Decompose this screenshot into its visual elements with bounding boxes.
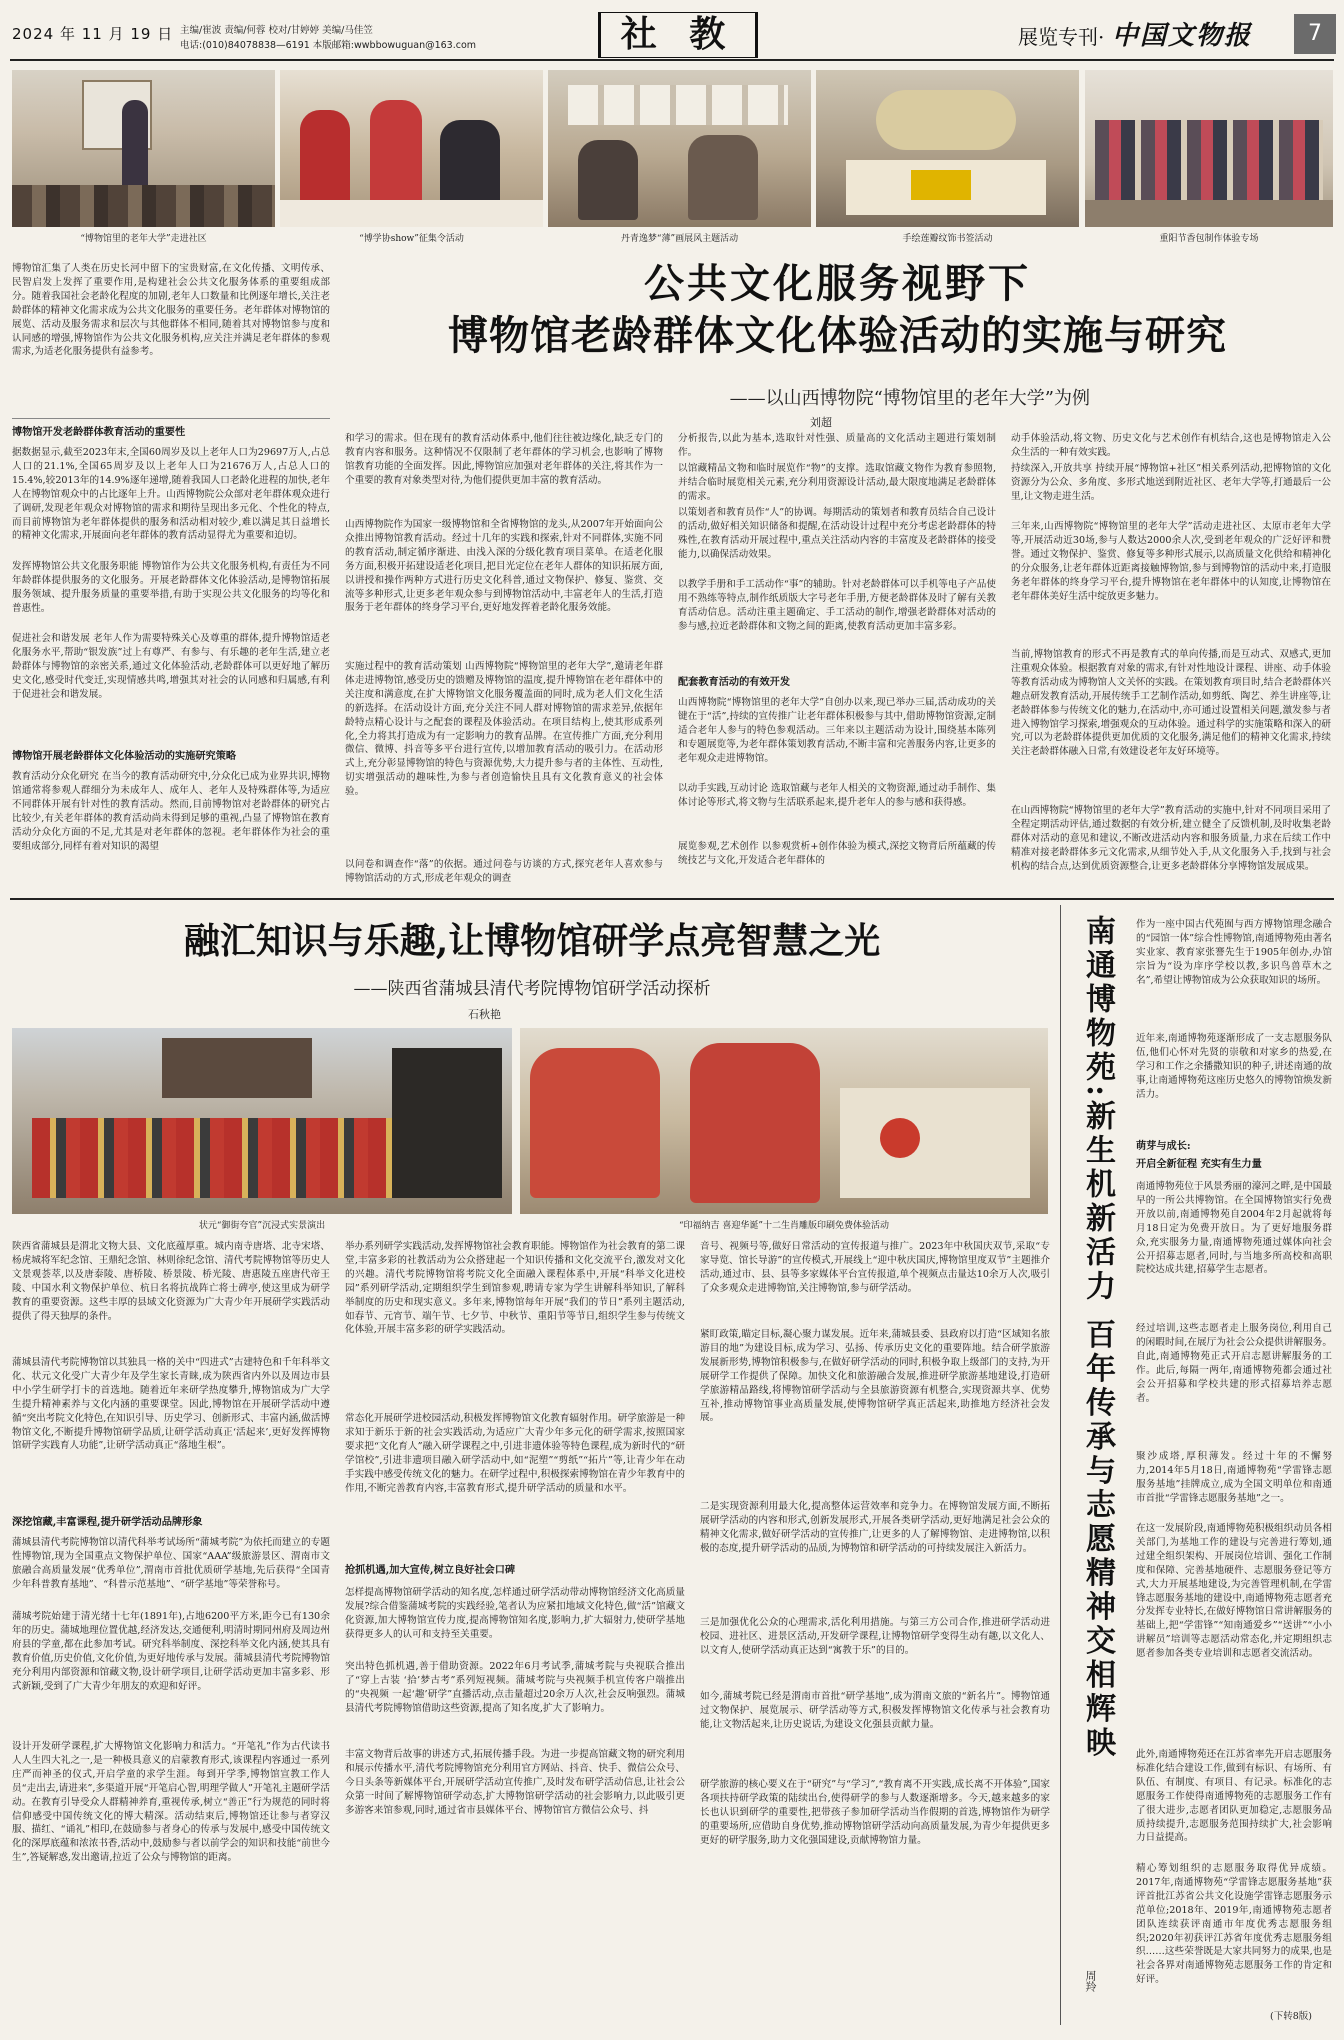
special-label: 展览专刊· <box>1018 25 1105 49</box>
article1-lead-divider <box>12 418 330 419</box>
article1-heading-1: 博物馆开发老龄群体教育活动的重要性 <box>12 426 186 438</box>
photo-caption-3: 丹青逸梦“薄”画展风主题活动 <box>620 234 739 244</box>
article3-para5: 聚沙成塔,厚积薄发。经过十年的不懈努力,2014年5月18日,南通博物苑“学雷锋志愿服务基地”挂牌成立,成为全国文明单位和南通市首批“学雷锋志愿服务基地”之一。 <box>1136 1451 1332 1504</box>
article1-title-line1: 公共文化服务视野下 <box>644 260 1031 307</box>
article3-author: 周羚 <box>1084 1970 1097 1992</box>
photo-painting-event <box>548 70 811 227</box>
article1-author: 刘超 <box>810 416 832 429</box>
article1-lead: 博物馆汇集了人类在历史长河中留下的宝贵财富,在文化传播、文明传承、民智启发上发挥了重要作用,是构建社会公共文化服务体系的重要组成部分。随着我国社会老龄化程度的加剧,老年人口数量和比例逐年增长,关注老龄群体的精神文化需求成为公共文化服务的重要任务。老年群体对博物馆的展览、活动及服务需求和层次与其他群体不相同,随着其对博物馆参与度和认同感的增强,博物馆作为公共文化服务机构,应关注并满足老年群体的参观需求,为适老化服务提供有益参考。 <box>12 263 330 358</box>
article2-heading-2: 抢抓机遇,加大宣传,树立良好社会口碑 <box>345 1564 516 1576</box>
article2-col2-para4: 突出特色抓机遇,善于借助资源。2022年6月考试季,蒲城考院与央视联合推出了“穿上古装 ‘拾’梦古考”系列短视频。蒲城考院与央视频手机宣传客户端推出的“央视频 一起‘趣’研学”直播活动,点击量超过20余万人次,社会反响强烈。蒲城县清代考院博物馆借助这些资源,提高了知名度,扩大了影响力。 <box>345 1661 685 1714</box>
article2-photo-caption-1: 状元“御街夸官”沉浸式实景演出 <box>198 1221 326 1231</box>
article1-heading-2: 博物馆开展老龄群体文化体验活动的实施研究策略 <box>12 750 237 762</box>
photo-caption-5: 重阳节香包制作体验专场 <box>1159 234 1259 244</box>
article3-para7: 此外,南通博物苑还在江苏省率先开启志愿服务标准化结合建设工作,做到有标识、有场所、有队伍、有制度、有项目、有记录。标准化的志愿服务工作使得南通博物苑的志愿服务工作有了很大进步,志愿者团队更加稳定,志愿服务品质持续提升,志愿服务范围持续扩大,社会影响力日益提高。 <box>1136 1749 1332 1844</box>
article1-title-line2: 博物馆老龄群体文化体验活动的实施与研究 <box>448 312 1227 359</box>
photo-sachet-event <box>1085 70 1333 227</box>
photo-caption-1: “博物馆里的老年大学”走进社区 <box>80 234 207 244</box>
article1-col1-para1: 据数据显示,截至2023年末,全国60周岁及以上老年人口为29697万人,占总人口的21.1%,全国65周岁及以上老年人口为21676万人,占总人口的15.4%,较2013年的14.9%逐年递增,随着我国人口老龄化进程的加快,老年人在博物馆观众中的占比逐年上升。山西博物院公众部对老年群体观众进行了调研,发现老年观众对博物馆的需求和期待呈现出多元化、个性化的特点,而目前博物馆为老年群体提供的服务和活动相对较少,难以满足其日益增长的精神文化需求,开展面向老年群体的教育活动显得尤为重要和迫切。 <box>12 447 330 542</box>
article3-heading-1: 萌芽与成长: <box>1136 1140 1191 1152</box>
article1-col4-para3: 三年来,山西博物院“博物馆里的老年大学”活动走进社区、太原市老年大学等,开展活动近30场,参与人数达2000余人次,受到老年观众的广泛好评和赞誉。通过文物保护、鉴赏、修复等多种形式展示,以高质量文化供给和精神化的分众服务,让老年群体近距离接触博物馆,参与到博物馆的活动中来,打造服务老年群体的终身学习平台,提升博物馆在老年群体中的认知度,让博物馆在老年群体美好生活中绽放更多魅力。 <box>1011 521 1331 602</box>
section-divider <box>10 898 1334 900</box>
article3-para3: 南通博物苑位于风景秀丽的濠河之畔,是中国最早的一所公共博物馆。在全国博物馆实行免费开放以前,南通博物苑自2004年2月起就将每月18日定为免费开放日。为了更好地服务群众,充实服务力量,南通博物苑通过媒体向社会公开招募志愿者,同时,与当地多所高校和高职院校达成共建,招募学生志愿者。 <box>1136 1181 1332 1276</box>
photo-show-event <box>280 70 543 227</box>
credits-line: 主编/崔波 责编/何蓉 校对/甘婷婷 美编/马佳笠 <box>180 25 373 36</box>
article1-col4-para2: 持续深入,开放共享 持续开展“博物馆+社区”相关系列活动,把博物馆的文化资源分为公众、多角度、多形式地送到附近社区、老年大学等,打通最后一公里,让文物走进生活。 <box>1011 463 1331 502</box>
article3-continued: (下转8版) <box>1270 2011 1312 2022</box>
article3-lead: 作为一座中国古代苑囿与西方博物馆理念融合的“园馆一体”综合性博物馆,南通博物苑由著名实业家、教育家张謇先生于1905年创办,办馆宗旨为“设为庠序学校以教,多识鸟兽草木之名”,希望让博物馆成为公众获取知识的场所。 <box>1136 919 1332 986</box>
section-box <box>598 12 758 58</box>
article2-col2-para5: 丰富文物背后故事的讲述方式,拓展传播手段。为进一步提高馆藏文物的研究利用和展示传播水平,清代考院博物馆充分利用官方网站、抖音、快手、微信公众号、今日头条等新媒体平台,开展研学活动宣传推广,及时发布研学活动信息,让社会公众第一时间了解博物馆研学动态,扩大博物馆研学活动的社会影响力,以此吸引更多游客来馆参观,同时,通过省市县媒体平台、博物馆官方微信公众号、抖 <box>345 1749 685 1816</box>
issue-date: 2024 年 11 月 19 日 <box>12 25 174 43</box>
article2-col3-para6: 研学旅游的核心要义在于“研究”与“学习”,“教育离不开实践,成长离不开体验”,国家各项扶持研学政策的陆续出台,使得研学的参与人数逐渐增多。今天,越来越多的家长也认识到研学的重要性,把带孩子参加研学活动当作假期的首选,博物馆作为研学的重要场所,应借助自身优势,推动博物馆研学活动向高质量发展,为青少年提供更多更好的研学服务,助力文化强国建设,贡献博物馆力量。 <box>700 1779 1050 1846</box>
photo-caption-4: 手绘莲瓣纹饰书签活动 <box>902 234 993 244</box>
article1-col2-para4: 以问卷和调查作“落”的依据。通过问卷与访谈的方式,探究老年人喜欢参与博物馆活动的方式,形成老年观众的调查 <box>345 859 663 884</box>
article3-title: 南通博物苑:新生机新活力 百年传承与志愿精神交相辉映 <box>1080 915 1115 1761</box>
article2-col3-para3: 二是实现资源利用最大化,提高整体运营效率和竞争力。在博物馆发展方面,不断拓展研学活动的内容和形式,创新发展形式,开展各类研学活动,更好地满足社会公众的精神文化需求,做好研学活动的宣传推广,让更多的人了解博物馆、走进博物馆,以积极的态度,提升研学活动的品质,为博物馆和研学活动的可持续发展注入新活力。 <box>700 1501 1050 1554</box>
photo-printing <box>520 1028 1048 1214</box>
article1-col3-para5: 山西博物院“博物馆里的老年大学”自创办以来,现已举办三届,活动成功的关键在于“活”,持续的宣传推广让老年群体积极参与其中,借助博物馆资源,定制适合老年人参与的特色参观活动。三年来以主题活动为设计,围绕基本陈列和专题展览等,为老年群体策划教育活动,不断丰富和完善服务内容,让更多的老年观众走进博物馆。 <box>678 697 996 764</box>
article2-col3-para1: 音号、视频号等,做好日常活动的宣传报道与推广。2023年中秋国庆双节,采取“专家导览、馆长导游”的宣传模式,开展线上“迎中秋庆国庆,博物馆里度双节”主题推介活动,通过市、县、县等多家媒体平台宣传报道,单个视频点击量达10余万人次,吸引了众多观众走进博物馆,关注博物馆,参与研学活动。 <box>700 1241 1050 1294</box>
article1-col3-para2: 以馆藏精品文物和临时展览作“物”的支撑。选取馆藏文物作为教育参照物,并结合临时展览相关元素,充分利用资源设计活动,最大限度地满足老龄群体的需求。 <box>678 463 996 502</box>
article3-para8: 精心筹划组织的志愿服务取得优异成绩。2017年,南通博物苑“学雷锋志愿服务基地”获评首批江苏省公共文化设施学雷锋志愿服务示范单位;2018年、2019年,南通博物苑志愿者团队连续获评南通市年度优秀志愿服务组织;2020年初获评江苏省年度优秀志愿服务组织……这些荣誉既是大家共同努力的成果,也是社会各界对南通博物苑志愿服务工作的肯定和好评。 <box>1136 1863 1332 1986</box>
article3-para4: 经过培训,这些志愿者走上服务岗位,利用自己的闲暇时间,在展厅为社会公众提供讲解服务。自此,南通博物苑正式开启志愿讲解服务的工作。此后,每隔一两年,南通博物苑都会通过社会公开招募和学校共建的形式招募培养志愿者。 <box>1136 1323 1332 1404</box>
article2-col1-para2: 蒲城县清代考院博物馆以其独具一格的关中“四进式”古建特色和千年科举文化、状元文化受广大青少年及学生家长青睐,成为陕西省内外以及周边市县中小学生研学打卡的首选地。随着近年来研学热度攀升,博物馆成为广大学生提升精神素养与文化内涵的重要课堂。因此,博物馆在开展研学活动中遵循“突出考院文化特色,在知识引导、历史学习、创新形式、丰富内涵,做活博物馆文化,不断提升博物馆研学品质,让研学活动真正‘活起来’,更好发挥博物馆研学实践育人功能”,让研学活动真正“落地生根”。 <box>12 1357 330 1452</box>
photo-caption-2: “博学协show”征集令活动 <box>359 234 464 244</box>
page-number-text: 7 <box>1308 21 1322 46</box>
article2-col3-para2: 紧盯政策,瞄定目标,凝心聚力谋发展。近年来,蒲城县委、县政府以打造“区域知名旅游目的地”为建设目标,成为学习、弘扬、传承历史文化的重要阵地。结合研学旅游发展新形势,博物馆积极参与,在做好研学活动的同时,积极争取上级部门的支持,为开展研学工作提供了保障。加快文化和旅游融合发展,推进研学旅游基地建设,打造研学旅游精品路线,将博物馆研学活动与全县旅游资源有机整合,实现资源共享、优势互补,推动博物馆事业高质量发展,使博物馆研学真正活起来,助推地方经济社会发展。 <box>700 1329 1050 1424</box>
article1-col3-para3: 以策划者和教育员作“人”的协调。每期活动的策划者和教育员结合自己设计的活动,做好相关知识储备和提醒,在活动设计过程中充分考虑老龄群体的特殊性,在教育活动开展过程中,重点关注活动内容的丰富度及老龄群体的接受能力,以确保活动效果。 <box>678 507 996 560</box>
vertical-divider <box>1060 905 1061 2025</box>
article2-col2-para2: 常态化开展研学进校园活动,积极发挥博物馆文化教育辐射作用。研学旅游是一种求知于新乐于新的社会实践活动,为适应广大青少年多元化的研学需求,按照国家要求把“文化育人”融入研学课程之中,引进非遗体验等特色课程,成为新时代的“研学馆校”,引进非遗项目融入研学活动中,如“泥塑”“剪纸”“拓片”等,让青少年在动手实践中感受传统文化的魅力。在研学过程中,积极探索博物馆在青少年教育中的作用,不断完善教育内容,丰富教育形式,提升研学活动的质量和水平。 <box>345 1413 685 1494</box>
article1-col3-para7: 展览参观,艺术创作 以参观赏析+创作体验为模式,深挖文物背后所蕴藏的传统技艺与文化,开发适合老年群体的 <box>678 841 996 866</box>
article2-col1-para1: 陕西省蒲城县是渭北文物大县、文化底蕴厚重。城内南寺唐塔、北寺宋塔、杨虎城将军纪念馆、王鼎纪念馆、林则徐纪念馆、清代考院博物馆等历史人文景观荟萃,以及唐泰陵、唐桥陵、桥景陵、桥光陵、唐惠陵五座唐代帝王陵、中国水利文物保护单位、杭日名将抗战阵亡将士碑亭,使这里成为研学教育的重要资源。这些丰厚的县域文化资源为广大青少年开展研学实践活动提供了得天独厚的条件。 <box>12 1241 330 1322</box>
article1-col4-para4: 当前,博物馆教育的形式不再是教育式的单向传播,而是互动式、双感式,更加注重观众体验。根据教育对象的需求,有针对性地设计课程、讲座、动手体验等教育活动成为博物馆人文关怀的实践。在策划教育项目时,结合老龄群体兴趣点研发教育活动,开展传统手工艺制作活动,如剪纸、陶艺、养生讲座等,让老龄群体参与传统文化的魅力,在活动中,亦可通过设置相关问题,激发参与者进入博物馆学习探索,增强观众的互动体验。通过科学的实施策略和深入的研究,可以为老龄群体提供更加优质的文化服务,满足他们的精神文化需求,持续关注老龄群体融入日常,有效建设老年友好环境等。 <box>1011 649 1331 758</box>
article1-heading-3: 配套教育活动的有效开发 <box>678 676 791 688</box>
article2-col1-para3: 蒲城县清代考院博物馆以清代科举考试场所“蒲城考院”为依托而建立的专题性博物馆,现为全国重点文物保护单位、国家“AAA”级旅游景区、渭南市文旅融合高质量发展“优秀单位”,渭南市首批优质研学基地,先后获得“全国青少年科普教育基地”、“科普示范基地”、“研学基地”等荣誉称号。 <box>12 1537 330 1590</box>
article3-para2: 近年来,南通博物苑逐渐形成了一支志愿服务队伍,他们心怀对先贤的崇敬和对家乡的热爱,在学习和工作之余播撒知识的种子,讲述南通的故事,让南通博物苑这座历史悠久的博物馆焕发新活力。 <box>1136 1033 1332 1100</box>
photo-bookmark-event <box>816 70 1079 227</box>
article2-col3-para4: 三是加强优化公众的心理需求,活化利用措施。与第三方公司合作,推进研学活动进校园、进社区、进景区活动,开发研学课程,让博物馆研学变得生动有趣,以文化人、以文育人,使研学活动真正达到“寓教于乐”的目的。 <box>700 1617 1050 1656</box>
article1-col1-para4: 教育活动分众化研究 在当今的教育活动研究中,分众化已成为业界共识,博物馆通常将参观人群细分为未成年人、成年人、老年人及特殊群体等,为适应不同群体开展有针对性的教育活动。然而,目前博物馆对老龄群体的研究占比较少,有关老年群体的教育活动尚未得到足够的重视,凸显了博物馆在教育活动分众化方面的不足,尤其是对老年群体的忽视。老年群体作为社会的重要组成部分,同样有着对知识的渴望 <box>12 771 330 852</box>
article1-col2-para2: 山西博物院作为国家一级博物馆和全省博物馆的龙头,从2007年开始面向公众推出博物馆教育活动。经过十几年的实践和探索,针对不同群体,实施不同的教育活动,制定循序渐进、由浅入深的分级化教育项目菜单。在适老化服务方面,积极开拓建设适老化项目,把目光定位在老年人群体的知识拓展方面,以讲授和操作两种方式进行历史文化科普,通过文物保护、修复、鉴赏、交流等多种形式,让更多老年观众参与到博物馆活动中,丰富老年人的生活,打造服务于老年群体的终身学习平台,更好地发挥着老龄化服务效能。 <box>345 519 663 614</box>
masthead-logo: 中国文物报 <box>1112 21 1253 51</box>
article1-col4-para1: 动手体验活动,将文物、历史文化与艺术创作有机结合,这也是博物馆走入公众生活的一种有效实践。 <box>1011 433 1331 458</box>
article1-col4-para5: 在山西博物院“博物馆里的老年大学”教育活动的实施中,针对不同项目采用了全程定期活动评估,通过数据的有效分析,建立健全了反馈机制,及时收集老龄群体对活动的意见和建议,不断改进活动内容和服务质量,力求在后续工作中精准对接老龄群体多元文化需求,从细节处入手,从文化服务入手,找到与社会机构的结合点,达到优质资源整合,让更多老龄群体分享博物馆发展成果。 <box>1011 805 1331 872</box>
article1-col2-para1: 和学习的需求。但在现有的教育活动体系中,他们往往被边缘化,缺乏专门的教育内容和服务。这种情况不仅限制了老年群体的学习机会,也影响了博物馆教育功能的全面发挥。因此,博物馆应加强对老年群体的关注,将其作为一个重要的教育对象类型对待,为他们提供更加丰富的教育活动。 <box>345 433 663 486</box>
article2-photo-caption-2: “印福纳吉 喜迎华诞”十二生肖雕版印刷免费体验活动 <box>678 1221 890 1231</box>
article1-col3-para6: 以动手实践,互动讨论 选取馆藏与老年人相关的文物资源,通过动手制作、集体讨论等形式,将文物与生活联系起来,提升老年人的参与感和获得感。 <box>678 783 996 808</box>
article2-col2-para3: 怎样提高博物馆研学活动的知名度,怎样通过研学活动带动博物馆经济文化高质量发展?综合借鉴蒲城考院的实践经验,笔者认为应紧扣地域文化特色,做“活”馆藏文化资源,加大博物馆宣传力度,提高博物馆知名度,影响力,扩大辐射力,使研学基地获得更多人的认可和支持至关重要。 <box>345 1587 685 1640</box>
article2-title: 融汇知识与乐趣,让博物馆研学点亮智慧之光 <box>183 920 881 962</box>
article2-col1-para4: 蒲城考院始建于清光绪十七年(1891年),占地6200平方米,距今已有130余年的历史。蒲城地理位置优越,经济发达,交通便利,明清时期同州府及周边州府县的学童,都在此参加考试。研究科举制度、深挖科举文化内涵,使其具有教育价值,历史价值,文化价值,为更好地传承与发展。蒲城县清代考院博物馆充分利用内部资源和馆藏文物,设计研学项目,让研学活动更加丰富多彩、形式新颖,受到了广大青少年朋友的欢迎和好评。 <box>12 1611 330 1692</box>
article3-heading-1b: 开启全新征程 充实有生力量 <box>1136 1158 1262 1170</box>
page-number <box>1294 14 1336 54</box>
article2-col3-para5: 如今,蒲城考院已经是渭南市首批“研学基地”,成为渭南文旅的“新名片”。博物馆通过文物保护、展览展示、研学活动等方式,积极发挥博物馆文化传承与社会教育功能,让文物活起来,让历史说话,为建设文化强县贡献力量。 <box>700 1691 1050 1730</box>
article2-author: 石秋艳 <box>468 1008 501 1021</box>
photo-parade <box>12 1028 512 1214</box>
article1-col3-para1: 分析报告,以此为基本,选取针对性强、质量高的文化活动主题进行策划制作。 <box>678 433 996 458</box>
article2-heading-1: 深挖馆藏,丰富课程,提升研学活动品牌形象 <box>12 1516 203 1528</box>
article3-para6: 在这一发展阶段,南通博物苑积极组织动员各相关部门,为基地工作的建设与完善进行筹划,通过建全组织架构、开展岗位培训、强化工作制度和保障、完善基地硬件、志愿服务登记等方式,大力开展基地建设,为完善管理机制,在学雷锋志愿服务基地的建设中,南通博物苑志愿者充分发挥专业特长,在做好博物馆日常讲解服务的基础上,把“学雷锋”“知南通爱乡”“送讲”“小小讲解员”培训等志愿活动常态化,并定期组织志愿者参加各类专业培训和志愿者交流活动。 <box>1136 1523 1332 1660</box>
article1-col3-para4: 以教学手册和手工活动作“事”的辅助。针对老龄群体可以手机等电子产品使用不熟练等特点,制作纸质版大字号老年手册,方便老龄群体及时了解有关教育活动信息。活动注重主题确定、手工活动的制作,增强老龄群体对活动的参与感,拉近老龄群体和文物之间的距离,使教育活动更加丰富多彩。 <box>678 579 996 632</box>
article1-col1-para2: 发挥博物馆公共文化服务职能 博物馆作为公共文化服务机构,有责任为不同年龄群体提供服务的文化服务。开展老龄群体文化体验活动,是博物馆拓展服务领域、提升服务质量的重要举措,有助于实现公共文化服务的均等化和普惠性。 <box>12 561 330 614</box>
photo-elder-lecture <box>12 70 275 227</box>
header-rule <box>10 59 1334 61</box>
article1-col2-para3: 实施过程中的教育活动策划 山西博物院“博物馆里的老年大学”,邀请老年群体走进博物馆,感受历史的馈赠及博物馆的温度,提升博物馆在老年群体中的关注度和满意度,在扩大博物馆文化服务覆盖面的同时,成为老人们文化生活的新选择。在活动设计方面,充分关注不同人群对博物馆的需求差异,依据年龄特点精心设计与之配套的课程及体验活动。在项目结构上,使其形成系列化,全力将其打造成为有一定影响力的教育品牌。在宣传推广方面,充分利用微信、微博、抖音等多平台进行宣传,以增加教育活动的吸引力。在活动形式上,充分彰显博物馆的特色与资源优势,大力提升参与者的主体性、互动性,切实增强活动的趣味性,为参与者创造愉快且具有文化教育意义的社会体验。 <box>345 661 663 798</box>
article2-col1-para5: 设计开发研学课程,扩大博物馆文化影响力和活力。“开笔礼”作为古代读书人人生四大礼之一,是一种极具意义的启蒙教育形式,该课程内容通过一系列庄严而神圣的仪式,开启学童的求学生涯。每到开学季,博物馆宣教工作人员“走出去,请进来”,多渠道开展“开笔启心智,明理学做人”开笔礼主题研学活动。在教育引导受众人群精神养育,重视传承,树立“善正”行为规范的同时将信仰感受中国传统文化的博大精深。活动结束后,博物馆还让参与者穿汉服、描红、“诵礼”相印,在鼓励参与者身心的传承与发展中,感受中国传统文化的深厚底蕴和浓浓书香,活动中,鼓励参与者以前学会的知识和技能“前世今生”,答疑解惑,发出邀请,拉近了公众与博物馆的距离。 <box>12 1741 330 1864</box>
section-title: 社 教 <box>620 13 736 55</box>
article1-subtitle: ——以山西博物院“博物馆里的老年大学”为例 <box>729 388 1090 409</box>
article1-col1-para3: 促进社会和谐发展 老年人作为需要特殊关心及尊重的群体,提升博物馆适老化服务水平,帮助“银发族”过上有尊严、有参与、有乐趣的老年生活,建立老龄群体与博物馆的亲密关系,通过文化体验活动,老龄群体可以更好地了解历史文化,感受时代变迁,实现情感共鸣,增强其对社会的认同感和归属感,有利于促进社会和谐发展。 <box>12 633 330 700</box>
contact-line: 电话:(010)84078838—6191 本版邮箱:wwbbowuguan@163.com <box>180 40 477 51</box>
article2-col2-para1: 举办系列研学实践活动,发挥博物馆社会教育职能。博物馆作为社会教育的第二课堂,丰富多彩的社教活动为公众搭建起一个知识传播和文化交流平台,激发对文化的兴趣。清代考院博物馆将考院文化全面融入课程体系中,开展“科举文化进校园”系列研学活动,定期组织学生到馆参观,聘请专家为学生讲解科举知识,了解科举制度的历史和现实意义。多年来,博物馆每年开展“我们的节日”系列主题活动,如春节、元宵节、端午节、七夕节、中秋节、重阳节等节日,组织学生参与传统文化体验,开展丰富多彩的研学实践活动。 <box>345 1241 685 1336</box>
article2-subtitle: ——陕西省蒲城县清代考院博物馆研学活动探析 <box>353 979 711 999</box>
